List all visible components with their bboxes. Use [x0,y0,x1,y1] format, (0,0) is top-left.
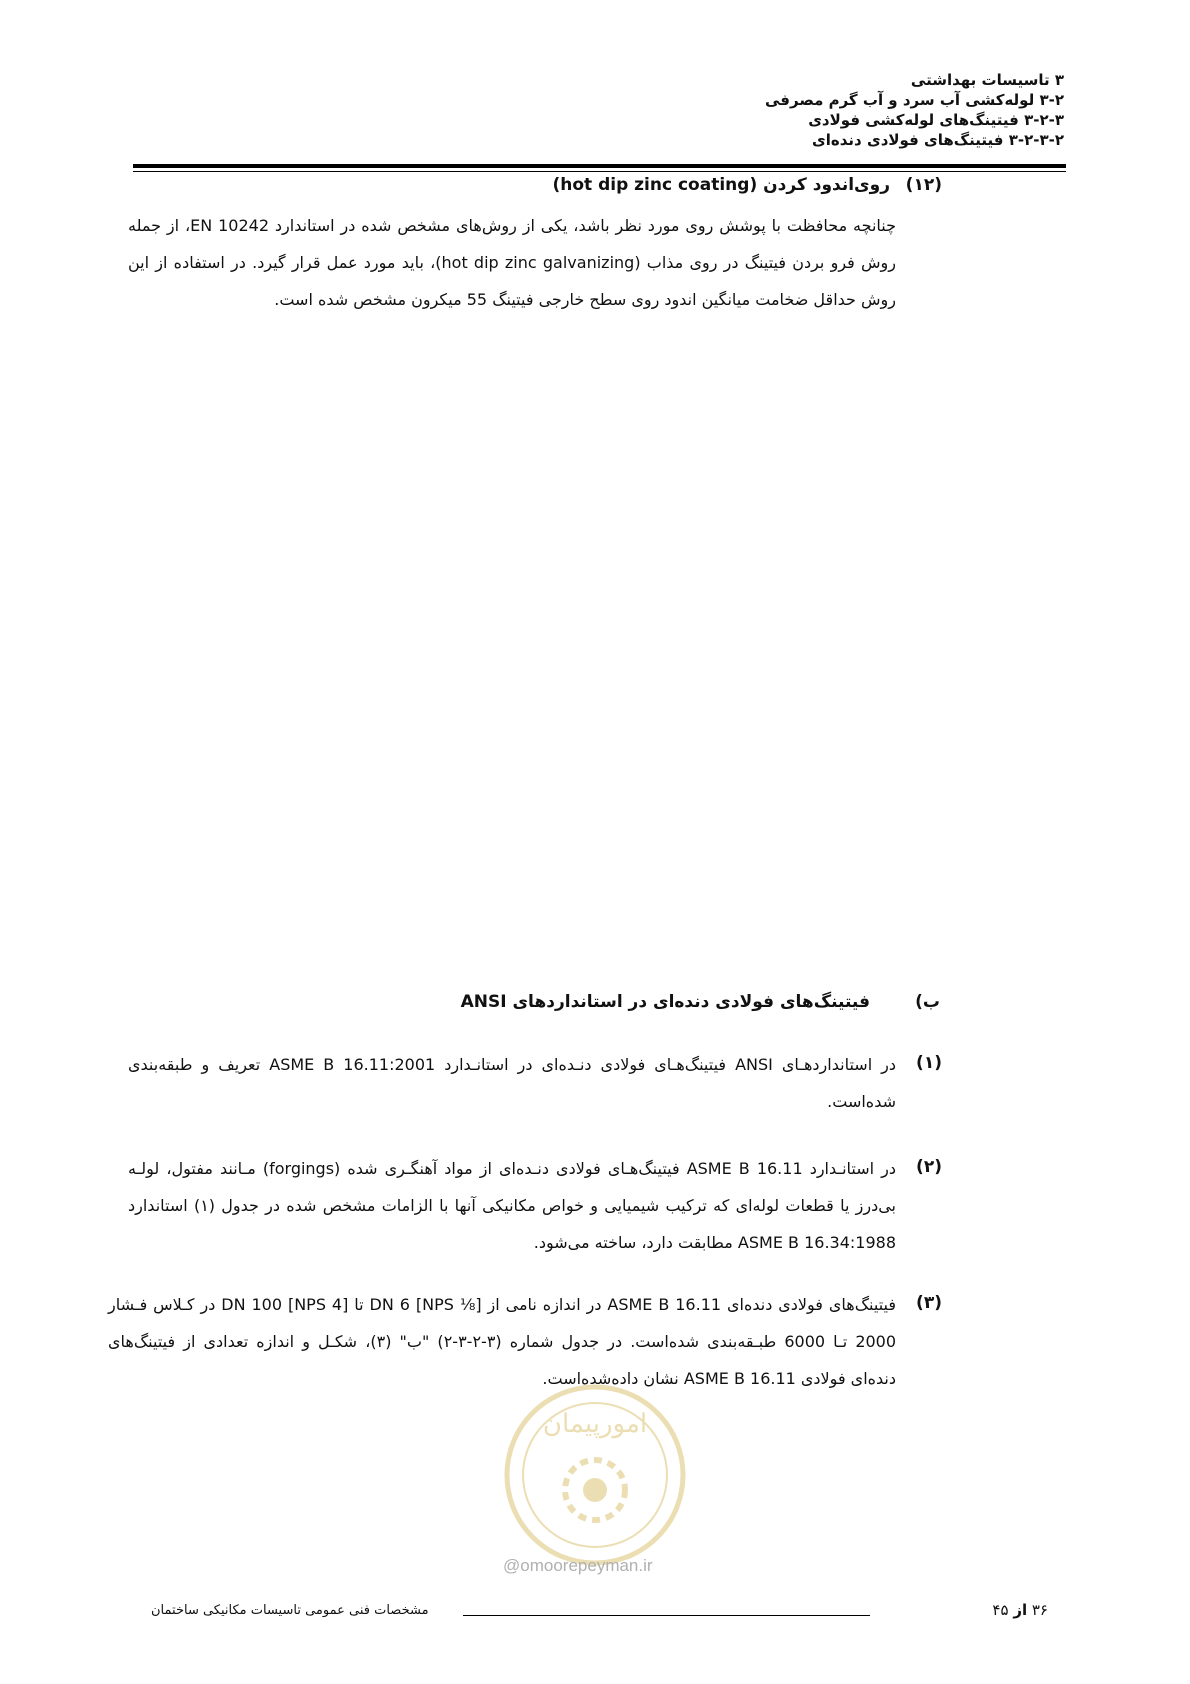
header-chapter: ۳ تاسیسات بهداشتی [910,71,1064,89]
svg-text:امورپیمان: امورپیمان [542,1409,648,1439]
watermark-logo [500,1380,690,1570]
item-2-number: (۲) [916,1157,942,1177]
list-item [122,1157,942,1277]
section-b-title: فیتینگ‌های فولادی دنده‌ای در استانداردهای ANSI [460,992,870,1012]
header-rule-thin [133,171,1066,172]
item-3-number: (۳) [916,1293,942,1313]
section-b-heading [240,992,940,1022]
watermark-site: @omoorepeyman.ir [503,1556,653,1575]
page-total: ۴۵ [992,1601,1009,1619]
page-header [464,70,1064,150]
page-number [992,1601,1048,1619]
at-icon: @ [503,1556,521,1575]
section-12-title: روی‌اندود کردن (hot dip zinc coating) [552,175,890,195]
footer-title: مشخصات فنی عمومی تاسیسات مکانیکی ساختمان [151,1603,429,1618]
header-subsubsection: ۳-۲-۳-۲ فیتینگ‌های فولادی دنده‌ای [811,131,1064,149]
item-1-number: (۱) [916,1053,942,1073]
item-2-text: در استانـدارد ASME B 16.11 فیتینگ‌هـای فولادی دنـده‌ای از مواد آهنگـری شده (forgings) مـانند مفتول، لولـه بی‌درز یا قطعات لوله‌ای که ترکیب شیمیایی و خواص مکانیکی آنها با الزامات مشخص شده در جدول (۱) استاندارد ASME B 16.34:1988 مطابقت دارد، ساخته می‌شود. [128,1159,897,1252]
header-section: ۳-۲ لوله‌کشی آب سرد و آب گرم مصرفی [764,91,1064,109]
footer-rule [463,1615,870,1616]
section-b-label: ب) [915,992,940,1012]
page-of: از [1013,1601,1028,1619]
header-subsection: ۳-۲-۳ فیتینگ‌های لوله‌کشی فولادی [808,111,1064,129]
header-rule-thick [133,164,1066,168]
section-12-body: چنانچه محافظت با پوشش روی مورد نظر باشد، یکی از روش‌های مشخص شده در استاندارد EN 10242، از جمله روش فرو بردن فیتینگ در روی مذاب (hot dip zinc galvanizing)، باید مورد عمل قرار گیرد. در استفاده از این روش حداقل ضخامت میانگین اندود روی سطح خارجی فیتینگ 55 میکرون مشخص شده است. [128,216,896,309]
section-12-number: (۱۲) [905,175,942,195]
item-1-text: در استانداردهـای ANSI فیتینگ‌هـای فولادی دنـده‌ای در استانـدارد ASME B 16.11:2001 تعریف و طبقه‌بندی شده‌است. [128,1055,897,1111]
page-current: ۳۶ [1031,1601,1048,1619]
item-3-text: فیتینگ‌های فولادی دنده‌ای ASME B 16.11 در اندازه نامی از DN 6 [NPS ⅛] تا DN 100 [NPS 4] در کـلاس فـشار 2000 تـا 6000 طبـقه‌بندی شده‌است. در جدول شماره (۳-۲-۳-۲) "ب" (۳)، شکـل و اندازه تعدادی از فیتینگ‌های دنده‌ای فولادی ASME B 16.11 نشان داده‌شده‌است. [108,1295,897,1388]
list-item [122,1053,942,1133]
